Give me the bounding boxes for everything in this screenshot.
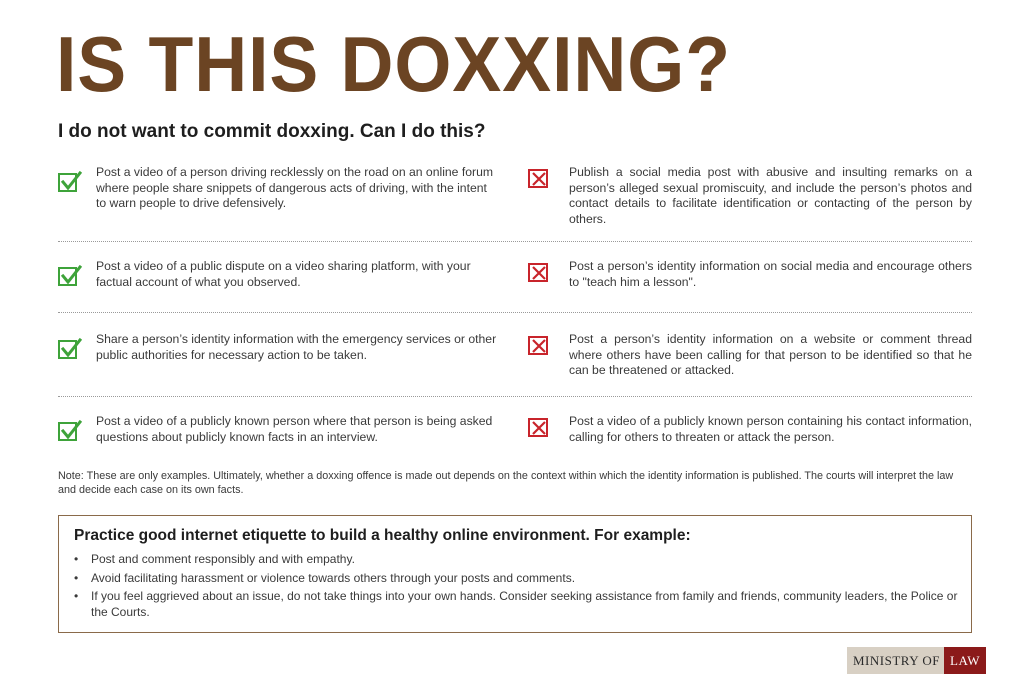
list-item-text: Avoid facilitating harassment or violence towards others through your posts and comments. [91,570,576,585]
etiquette-list [74,552,959,623]
red-cross-icon [528,334,552,356]
red-cross-icon [528,167,552,189]
etiquette-box [58,515,972,633]
logo-text-law: LAW [944,647,986,674]
row-divider [58,312,972,313]
list-item [74,571,959,587]
not-allowed-example-text: Post a video of a publicly known person containing his contact information, calling for others to threaten or attack the person. [569,414,972,444]
allowed-example-text: Post a video of a public dispute on a video sharing platform, with your factual account of what you observed. [96,259,471,289]
green-check-icon [58,338,82,360]
list-item-text: If you feel aggrieved about an issue, do not take things into your own hands. Consider seeking assistance from family and friends, community leaders, the Police or the Courts. [91,589,958,619]
allowed-example-text: Share a person’s identity information with the emergency services or other public authorities for necessary action to be taken. [96,332,497,362]
allowed-example-text: Post a video of a person driving recklessly on the road on an online forum where people share snippets of dangerous acts of driving, with the intent to warn people to drive defensively. [96,165,493,210]
green-check-icon [58,420,82,442]
not-allowed-example-text: Publish a social media post with abusive and insulting remarks on a person’s alleged sexual promiscuity, and include the person’s photos and contact details to facilitate identification or contacting of the person by others. [569,165,972,226]
page-subtitle: I do not want to commit doxxing. Can I do this? [58,121,486,142]
red-cross-icon [528,416,552,438]
disclaimer-note: Note: These are only examples. Ultimately, whether a doxxing offence is made out depends on the context within which the identity information is published. The courts will interpret the law and decide each case on its own facts. [58,470,954,496]
row-divider [58,396,972,397]
green-check-icon [58,265,82,287]
allowed-example-text: Post a video of a publicly known person where that person is being asked questions about publicly known facts in an interview. [96,414,493,444]
bullet-icon: • [74,570,79,585]
row-divider [58,241,972,242]
etiquette-title: Practice good internet etiquette to build a healthy online environment. For example: [74,527,691,544]
ministry-of-law-logo [847,647,981,674]
bullet-icon: • [74,552,79,566]
page-title: IS THIS DOXXING? [56,20,731,108]
bullet-icon: • [74,589,79,603]
red-cross-icon [528,261,552,283]
logo-text-ministry: MINISTRY OF [853,652,941,668]
list-item [74,589,959,620]
not-allowed-example-text: Post a person’s identity information on a website or comment thread where others have been calling for that person to be identified so that he can be threatened or attacked. [569,332,972,377]
not-allowed-example-text: Post a person’s identity information on social media and encourage others to "teach him a lesson". [569,259,972,289]
list-item-text: Post and comment responsibly and with empathy. [91,552,355,566]
green-check-icon [58,171,82,193]
list-item [74,552,959,568]
